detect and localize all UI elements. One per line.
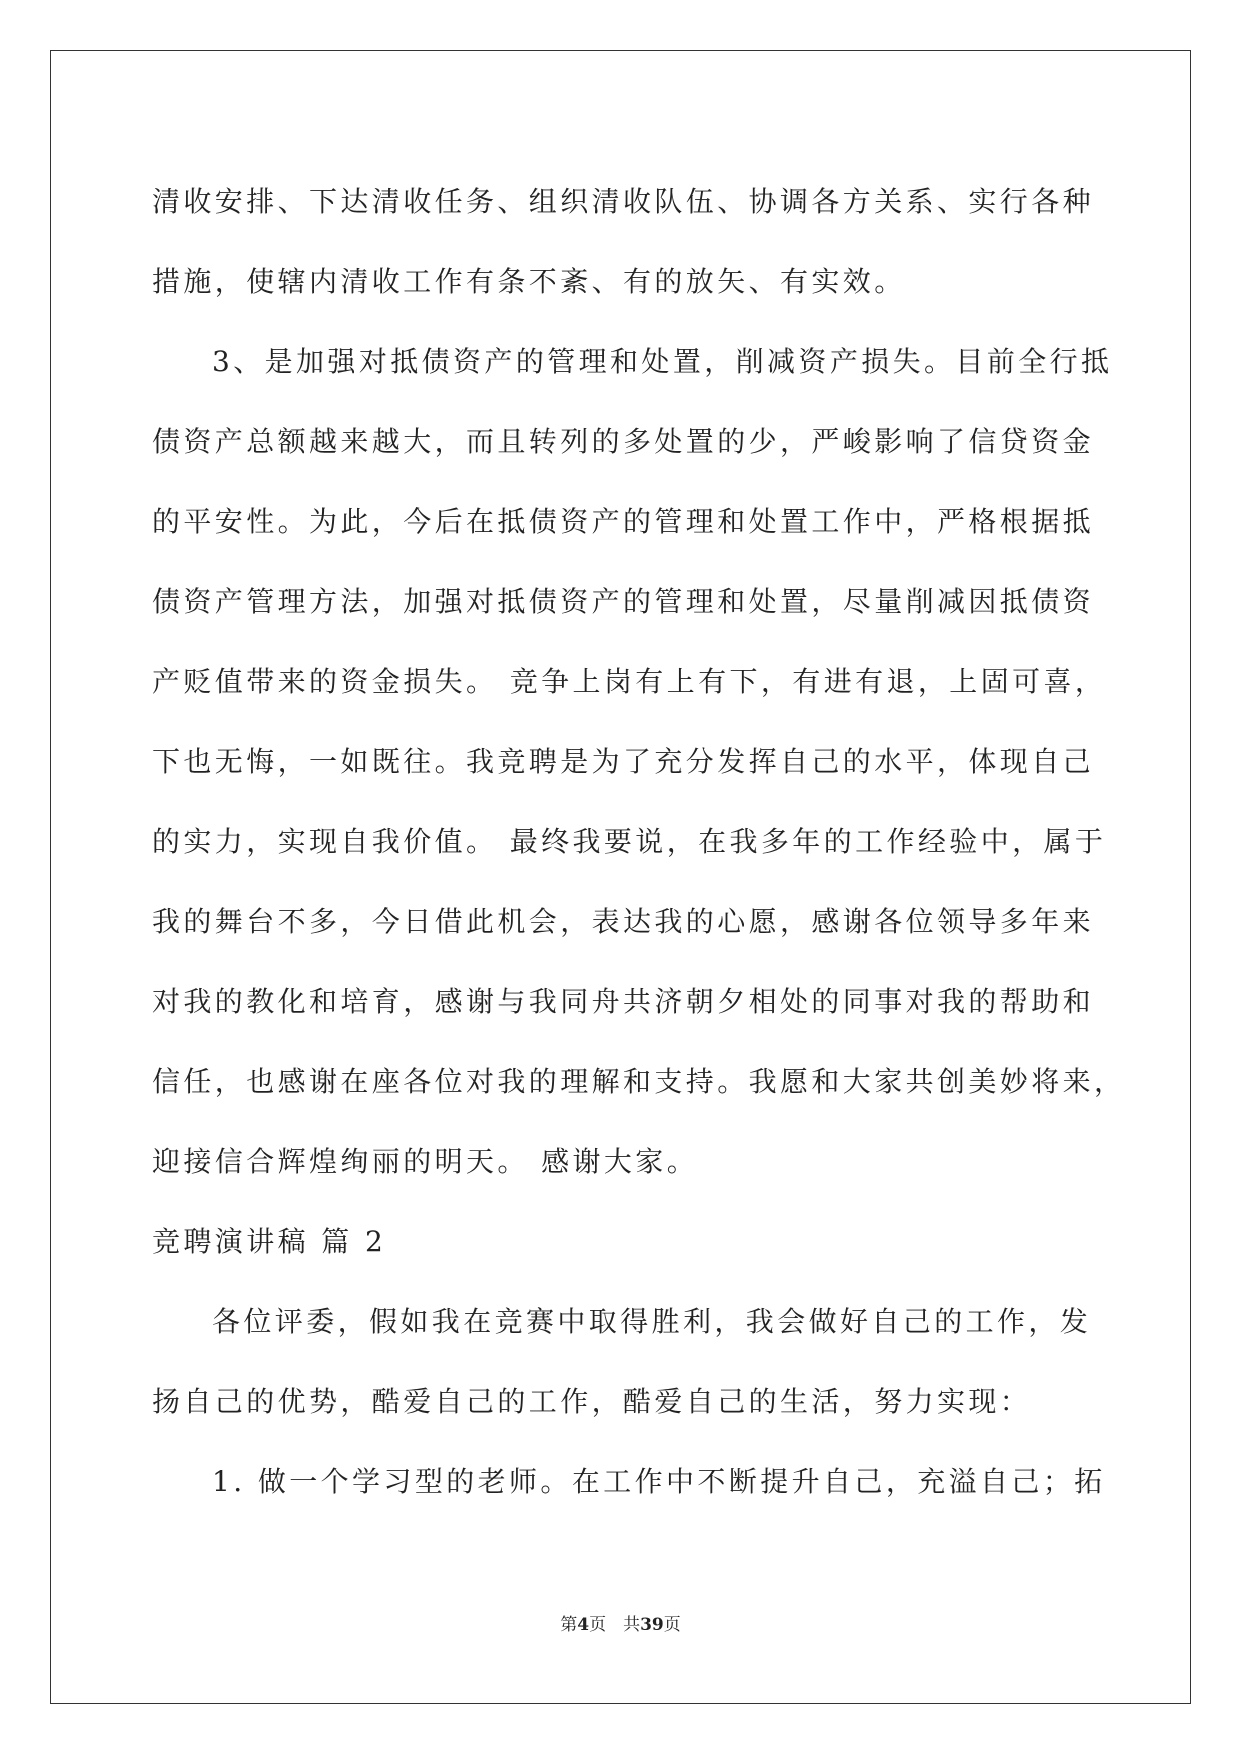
body-line-3: 3、是加强对抵债资产的管理和处置，削减资产损失。目前全行抵 [212,345,1113,378]
body-line-11: 对我的教化和培育，感谢与我同舟共济朝夕相处的同事对我的帮助和 [152,985,1095,1018]
body-line-16: 扬自己的优势，酷爱自己的工作，酷爱自己的生活，努力实现： [152,1385,1032,1418]
body-line-1: 清收安排、下达清收任务、组织清收队伍、协调各方关系、实行各种 [152,185,1095,218]
body-line-9: 的实力，实现自我价值。 最终我要说，在我多年的工作经验中，属于 [152,825,1107,858]
document-body [152,162,1126,1522]
body-line-13: 迎接信合辉煌绚丽的明天。 感谢大家。 [152,1145,699,1178]
body-line-5: 的平安性。为此，今后在抵债资产的管理和处置工作中，严格根据抵 [152,505,1095,538]
page-footer [0,1610,1241,1635]
body-line-15: 各位评委，假如我在竞赛中取得胜利，我会做好自己的工作，发 [212,1305,1092,1338]
footer-page-number: 4 [577,1615,590,1635]
footer-prefix: 第 [560,1615,578,1635]
footer-suffix: 页 [663,1615,681,1635]
body-line-8: 下也无悔，一如既往。我竞聘是为了充分发挥自己的水平，体现自己 [152,745,1095,778]
body-line-6: 债资产管理方法，加强对抵债资产的管理和处置，尽量削减因抵债资 [152,585,1095,618]
body-line-4: 债资产总额越来越大，而且转列的多处置的少，严峻影响了信贷资金 [152,425,1095,458]
footer-middle: 页 共 [589,1615,641,1635]
section-heading: 竞聘演讲稿 篇 2 [152,1225,387,1258]
body-line-7: 产贬值带来的资金损失。 竞争上岗有上有下，有进有退，上固可喜， [152,665,1107,698]
footer-total-pages: 39 [640,1615,664,1635]
body-line-12: 信任，也感谢在座各位对我的理解和支持。我愿和大家共创美妙将来， [152,1065,1126,1098]
body-line-10: 我的舞台不多，今日借此机会，表达我的心愿，感谢各位领导多年来 [152,905,1095,938]
body-line-2: 措施，使辖内清收工作有条不紊、有的放矢、有实效。 [152,265,906,298]
body-line-17: 1. 做一个学习型的老师。在工作中不断提升自己，充溢自己；拓 [212,1465,1106,1498]
